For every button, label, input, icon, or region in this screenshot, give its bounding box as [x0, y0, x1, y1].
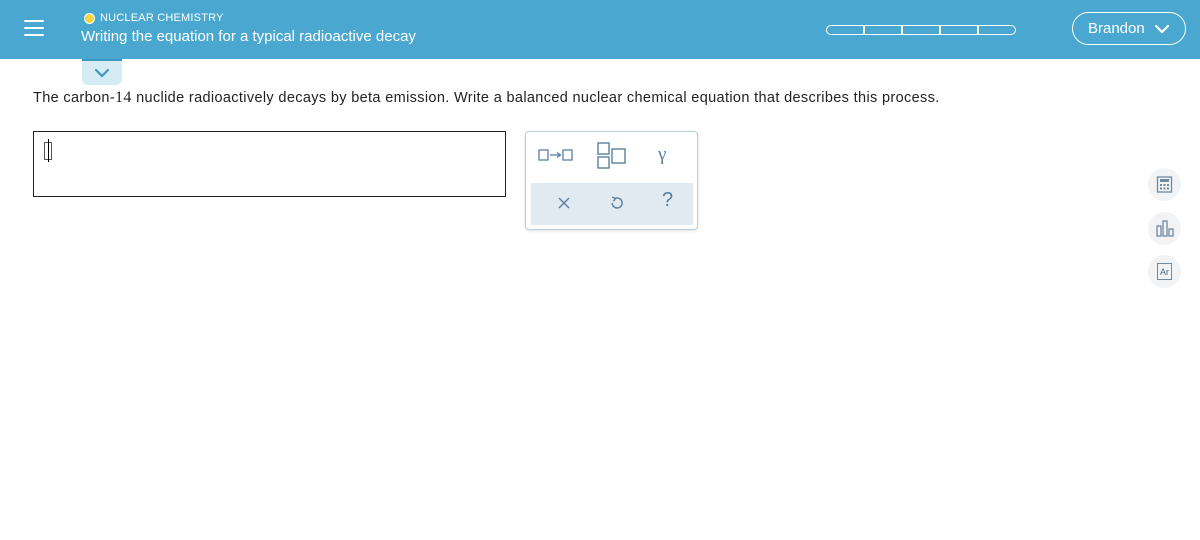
- periodic-table-button[interactable]: [1148, 255, 1181, 288]
- progress-segment: [940, 25, 978, 35]
- progress-segment: [902, 25, 940, 35]
- text-cursor: [48, 139, 49, 162]
- progress-bar: [826, 25, 1016, 35]
- top-bar: [0, 0, 1200, 59]
- help-icon: ?: [662, 189, 674, 211]
- data-chart-icon: [1156, 220, 1175, 237]
- periodic-table-icon: Ar: [1157, 263, 1172, 280]
- gamma-icon: γ: [658, 144, 667, 165]
- reaction-arrow-button[interactable]: [538, 148, 574, 167]
- clear-icon: [557, 196, 571, 210]
- page-title: Writing the equation for a typical radioactive decay: [81, 28, 416, 45]
- topic-status-dot: [84, 13, 95, 24]
- user-menu-button[interactable]: [1072, 12, 1186, 45]
- question-text: [33, 89, 940, 107]
- progress-segment: [864, 25, 902, 35]
- topic-label: NUCLEAR CHEMISTRY: [100, 12, 224, 24]
- reaction-arrow-icon: [538, 148, 574, 162]
- toolbar-actions: [531, 183, 693, 225]
- calculator-icon: [1156, 176, 1173, 193]
- menu-icon[interactable]: [24, 20, 44, 38]
- progress-segment: [978, 25, 1016, 35]
- chevron-down-icon: [1154, 23, 1170, 35]
- data-chart-button[interactable]: [1148, 212, 1181, 245]
- question-text-after: nuclide radioactively decays by beta emission. Write a balanced nuclear chemical equation that describes this process.: [131, 90, 940, 106]
- superscript-subscript-icon: [596, 142, 628, 170]
- help-button[interactable]: [662, 189, 673, 212]
- answer-input[interactable]: [33, 131, 506, 197]
- mass-number: 14: [115, 89, 132, 106]
- user-name: Brandon: [1088, 20, 1145, 37]
- undo-icon: [609, 195, 625, 211]
- equation-toolbar: [525, 131, 698, 230]
- clear-button[interactable]: [557, 196, 571, 215]
- question-text-before: The carbon-: [33, 90, 116, 106]
- collapse-toggle[interactable]: [82, 59, 122, 85]
- superscript-subscript-button[interactable]: [596, 142, 628, 175]
- progress-segment: [826, 25, 864, 35]
- chevron-down-icon: [94, 68, 110, 80]
- gamma-button[interactable]: [658, 144, 666, 166]
- calculator-button[interactable]: [1148, 168, 1181, 201]
- undo-button[interactable]: [609, 195, 625, 216]
